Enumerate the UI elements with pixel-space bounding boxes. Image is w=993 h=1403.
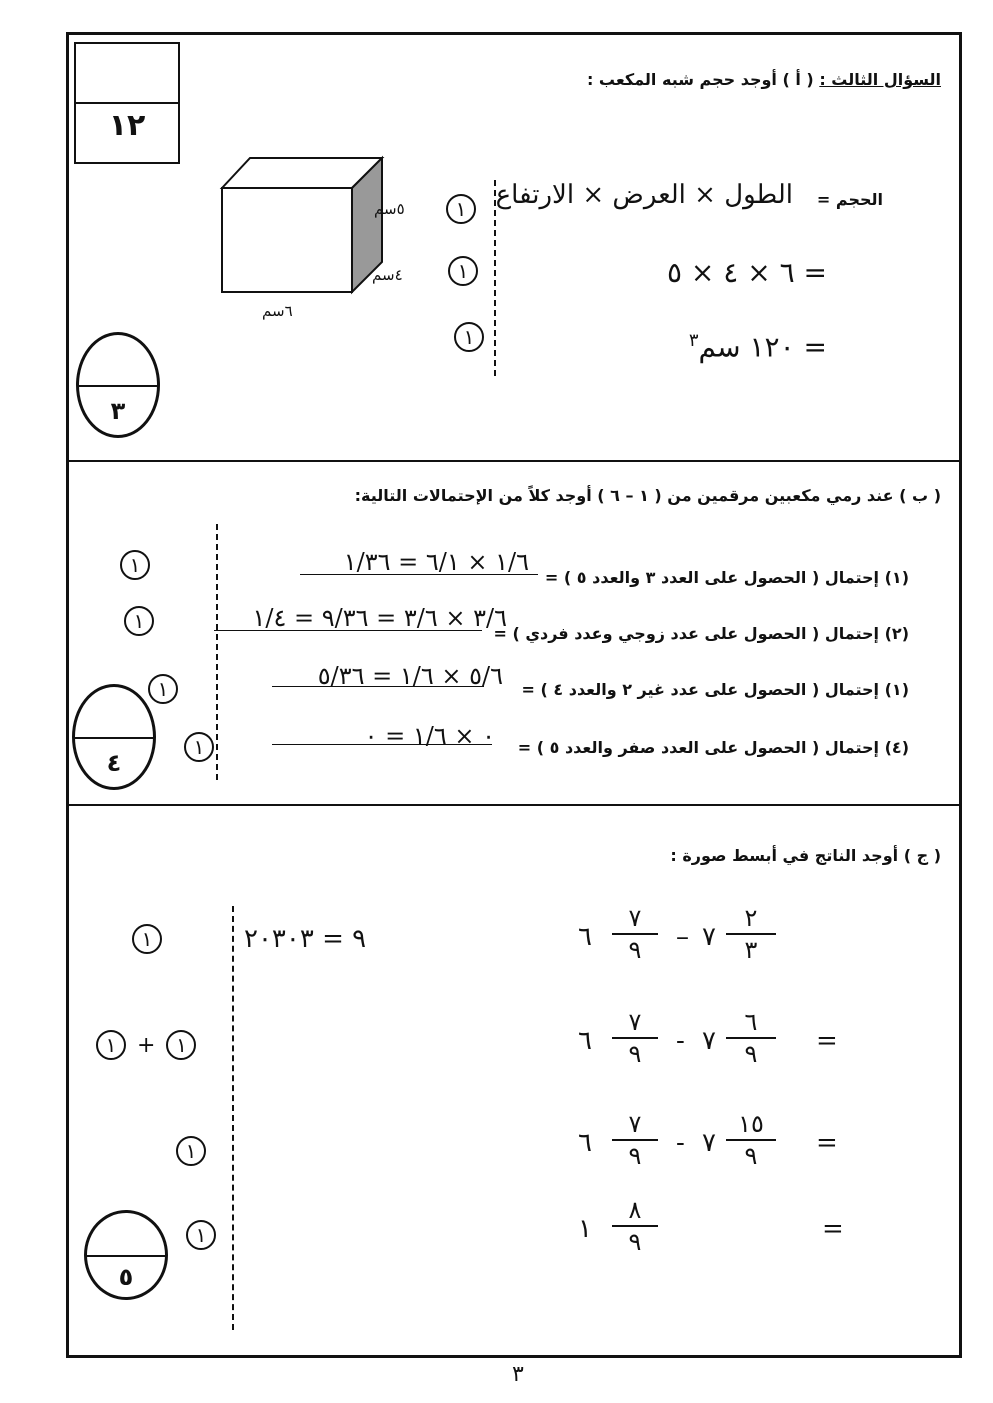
fraction	[612, 1198, 658, 1254]
fraction-bar	[612, 1139, 658, 1141]
mark-circle: ١	[120, 550, 150, 580]
total-score: ١٢	[108, 108, 146, 143]
denominator: ٩	[744, 1142, 758, 1170]
section-b-score: ٤	[106, 749, 122, 777]
probability-work-2: ٣/٦ × ٣/٦ = ٩/٣٦ = ١/٤	[252, 604, 507, 632]
probability-item-2: (٢) إحتمال ( الحصول على عدد زوجي وعدد فردي ) =	[493, 624, 909, 643]
denominator: ٣	[744, 936, 758, 964]
section-a-prompt: ( أ ) أوجد حجم شبه المكعب :	[586, 70, 814, 89]
mark-circle: ١	[166, 1030, 196, 1060]
minus-sign: -	[676, 1026, 685, 1056]
numerator: ٧	[628, 904, 642, 932]
mark-circle: ١	[132, 924, 162, 954]
denominator: ٩	[744, 1040, 758, 1068]
numerator: ٨	[628, 1196, 642, 1224]
mark-circle: ١	[176, 1136, 206, 1166]
equals-sign: =	[822, 1214, 844, 1244]
mark-circle: ١	[124, 606, 154, 636]
strike-line	[272, 744, 492, 745]
mark-circle: ١	[148, 674, 178, 704]
mixed-whole: ١	[578, 1214, 592, 1244]
mixed-whole: ٦	[578, 1026, 592, 1056]
section-divider	[66, 460, 962, 462]
numerator: ٢	[744, 904, 758, 932]
mixed-whole: ٦	[578, 1128, 592, 1158]
mixed-whole: ٧	[702, 1128, 716, 1158]
section-b-prompt: ( ب ) عند رمي مكعبين مرقمين من ( ١ – ٦ ) أوجد كلاً من الإحتمالات التالية:	[354, 486, 941, 505]
equals-sign: =	[816, 1128, 838, 1158]
mixed-whole: ٧	[702, 922, 716, 952]
cube-height-label: ٥سم	[374, 200, 405, 218]
oval-divider	[79, 385, 157, 387]
fraction	[726, 906, 776, 962]
numerator: ١٥	[738, 1110, 764, 1138]
question-heading: السؤال الثالث :	[819, 70, 941, 89]
cube-depth-label: ٤سم	[372, 266, 403, 284]
denominator: ٩	[628, 1228, 642, 1256]
fraction-bar	[612, 933, 658, 935]
cube-length-label: ٦سم	[262, 302, 293, 320]
section-a-score: ٣	[110, 397, 126, 425]
fraction-bar	[726, 1037, 776, 1039]
page-number: ٣	[512, 1362, 524, 1387]
probability-work-4: ٠ × ١/٦ = ٠	[364, 722, 495, 750]
numerator: ٦	[744, 1008, 758, 1036]
strike-line	[214, 630, 482, 631]
section-c-score-oval	[84, 1210, 168, 1300]
probability-item-3: (١) إحتمال ( الحصول على عدد غير ٢ والعدد ٤ ) =	[521, 680, 909, 699]
equals-sign: =	[816, 1026, 838, 1056]
oval-divider	[87, 1255, 165, 1257]
fraction	[612, 906, 658, 962]
mark-circle: ١	[448, 256, 478, 286]
fraction-bar	[726, 933, 776, 935]
fraction	[726, 1112, 776, 1168]
mark-circle: ١	[446, 194, 476, 224]
cube-diagram	[210, 150, 390, 300]
minus-sign: -	[676, 1128, 685, 1158]
probability-work-1: ١/٦ × ٦/١ = ١/٣٦	[343, 548, 529, 576]
mixed-whole: ٦	[578, 922, 592, 952]
section-divider	[66, 804, 962, 806]
fraction	[612, 1112, 658, 1168]
strike-line	[272, 686, 484, 687]
probability-item-4: (٤) إحتمال ( الحصول على العدد صفر والعدد ٥ ) =	[517, 738, 909, 757]
probability-item-1: (١) إحتمال ( الحصول على العدد ٣ والعدد ٥ ) =	[544, 568, 909, 587]
numerator: ٧	[628, 1110, 642, 1138]
dashed-divider	[216, 524, 218, 780]
volume-substitution: = ٦ × ٤ × ٥	[666, 256, 827, 289]
fraction-bar	[612, 1037, 658, 1039]
fraction	[612, 1010, 658, 1066]
section-c-prompt: ( ج ) أوجد الناتج في أبسط صورة :	[670, 846, 941, 865]
volume-formula: الطول × العرض × الارتفاع	[495, 180, 793, 210]
volume-label: الحجم =	[816, 190, 883, 209]
denominator: ٩	[628, 936, 642, 964]
dashed-divider	[232, 906, 234, 1330]
volume-result-value: = ١٢٠ سم	[698, 330, 827, 364]
fraction-bar	[726, 1139, 776, 1141]
cubic-exponent: ٣	[688, 330, 699, 351]
score-box-divider	[76, 102, 178, 104]
section-a-score-oval	[76, 332, 160, 438]
mark-circle: ١	[96, 1030, 126, 1060]
oval-divider	[75, 737, 153, 739]
minus-sign: –	[676, 922, 689, 952]
mark-circle: ١	[186, 1220, 216, 1250]
volume-result	[689, 330, 827, 363]
numerator: ٧	[628, 1008, 642, 1036]
mixed-whole: ٧	[702, 1026, 716, 1056]
mark-circle: ١	[184, 732, 214, 762]
section-a-title	[587, 70, 941, 89]
total-score-box	[74, 42, 180, 164]
section-b-score-oval	[72, 684, 156, 790]
side-note: ٩ = ٢٠٣٠٣	[244, 924, 367, 954]
fraction-bar	[612, 1225, 658, 1227]
section-c-score: ٥	[118, 1263, 134, 1291]
plus-sign: +	[137, 1033, 156, 1058]
strike-line	[300, 574, 538, 575]
mark-sum	[96, 1030, 196, 1060]
mark-circle: ١	[454, 322, 484, 352]
fraction	[726, 1010, 776, 1066]
denominator: ٩	[628, 1142, 642, 1170]
probability-work-3: ٥/٦ × ١/٦ = ٥/٣٦	[317, 662, 503, 690]
denominator: ٩	[628, 1040, 642, 1068]
